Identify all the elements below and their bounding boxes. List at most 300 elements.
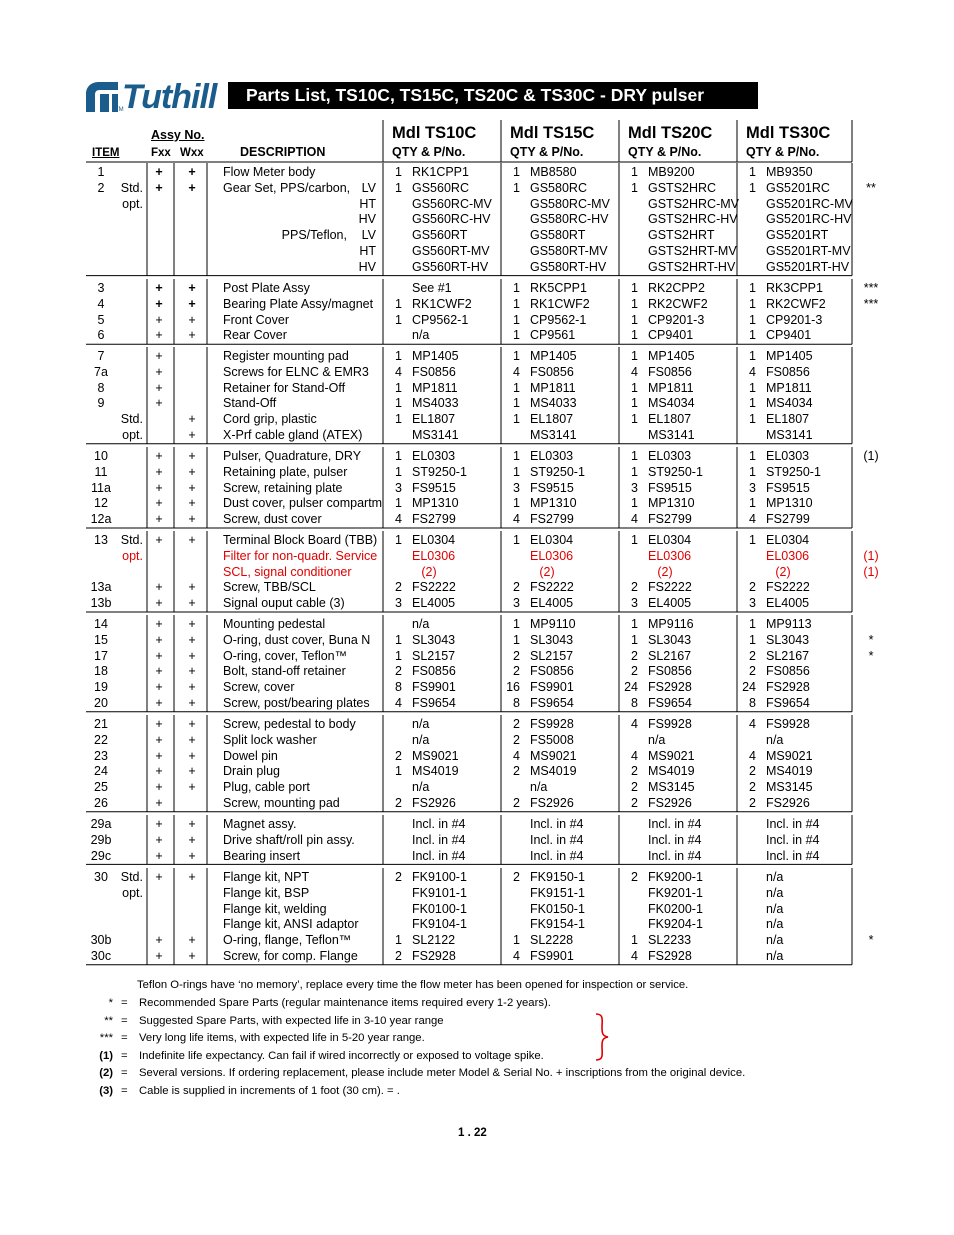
part-number: FS9901 bbox=[412, 680, 456, 695]
qty-value: 1 bbox=[513, 464, 520, 479]
fxx-mark: + bbox=[155, 748, 163, 763]
spare-class-mark: (1) bbox=[863, 548, 879, 563]
item-number: 13b bbox=[90, 596, 112, 611]
qty-value: 2 bbox=[631, 580, 638, 595]
qty-value: 2 bbox=[631, 796, 638, 810]
fxx-mark: + bbox=[155, 780, 163, 795]
part-description: Flange kit, NPT bbox=[223, 870, 310, 884]
fxx-mark: + bbox=[155, 512, 163, 527]
part-description: Flange kit, BSP bbox=[223, 885, 310, 900]
wxx-mark: + bbox=[188, 312, 196, 327]
part-number: RK2CWF2 bbox=[766, 296, 826, 311]
qty-value: 1 bbox=[631, 496, 638, 511]
qty-value: 1 bbox=[631, 180, 638, 195]
part-number: MP1310 bbox=[412, 496, 459, 511]
viscosity-code: HV bbox=[358, 212, 376, 227]
part-number: n/a bbox=[412, 732, 430, 747]
part-number: MB9350 bbox=[766, 165, 813, 179]
qty-value: 1 bbox=[749, 296, 756, 311]
footnote-equals: = bbox=[121, 1067, 128, 1079]
fxx-mark: + bbox=[155, 680, 163, 695]
part-number: Incl. in #4 bbox=[530, 848, 584, 863]
description-header: DESCRIPTION bbox=[240, 145, 326, 159]
fxx-mark: + bbox=[155, 380, 163, 395]
wxx-mark: + bbox=[188, 580, 196, 595]
assy-variant: Std. bbox=[120, 533, 143, 547]
qty-value: 2 bbox=[513, 580, 520, 595]
part-number: GS5201RT bbox=[766, 228, 829, 243]
part-number: n/a bbox=[412, 780, 430, 795]
qty-value: 4 bbox=[395, 512, 402, 527]
part-description: Screw, for comp. Flange bbox=[223, 949, 358, 963]
part-number: GS560RT bbox=[412, 228, 468, 243]
fxx-mark: + bbox=[155, 165, 163, 179]
part-number: MP1405 bbox=[530, 349, 577, 363]
wxx-mark: + bbox=[188, 596, 196, 611]
part-number: FS2222 bbox=[530, 580, 574, 595]
part-number: MB8580 bbox=[530, 165, 577, 179]
fxx-mark: + bbox=[155, 632, 163, 647]
assy-variant: Std. bbox=[120, 870, 143, 884]
part-number: ST9250-1 bbox=[766, 464, 821, 479]
qty-value: 4 bbox=[513, 949, 520, 963]
qty-value: 1 bbox=[631, 617, 638, 631]
part-number: FS2222 bbox=[412, 580, 456, 595]
qty-value: 1 bbox=[749, 464, 756, 479]
qty-value: 3 bbox=[749, 596, 756, 611]
qty-value: 1 bbox=[631, 632, 638, 647]
qty-header-ts10c: QTY & P/No. bbox=[392, 145, 466, 159]
part-description: O-ring, dust cover, Buna N bbox=[223, 632, 371, 647]
qty-value: 1 bbox=[631, 449, 638, 463]
part-description: Stand-Off bbox=[223, 396, 277, 411]
item-number: 2 bbox=[97, 180, 105, 195]
qty-value: 1 bbox=[395, 165, 402, 179]
part-number: FS9654 bbox=[648, 696, 692, 710]
assy-variant: Std. bbox=[120, 180, 143, 195]
part-number: FS2799 bbox=[412, 512, 456, 527]
item-number: 29a bbox=[90, 817, 112, 831]
part-number: MB9200 bbox=[648, 165, 695, 179]
wxx-mark: + bbox=[188, 328, 196, 343]
fxx-mark: + bbox=[155, 617, 163, 631]
part-number: FS0856 bbox=[412, 364, 456, 379]
part-number: Incl. in #4 bbox=[766, 848, 820, 863]
part-number: GS560RT-MV bbox=[412, 244, 490, 258]
part-number: MS3145 bbox=[648, 780, 695, 795]
assy-variant: opt. bbox=[122, 885, 143, 900]
qty-value: 2 bbox=[395, 870, 402, 884]
part-number: n/a bbox=[648, 732, 666, 747]
fxx-mark: + bbox=[155, 732, 163, 747]
part-number: GS560RC bbox=[412, 180, 469, 195]
part-number: GS5201RT-MV bbox=[766, 244, 851, 258]
qty-value: 4 bbox=[513, 364, 520, 379]
qty-value: 1 bbox=[395, 396, 402, 411]
fxx-mark: + bbox=[155, 817, 163, 831]
part-number: FS2799 bbox=[648, 512, 692, 527]
qty-value: 1 bbox=[749, 349, 756, 363]
qty-value: 1 bbox=[513, 632, 520, 647]
qty-value: 16 bbox=[506, 680, 520, 695]
wxx-mark: + bbox=[188, 848, 196, 863]
part-number: FS2926 bbox=[530, 796, 574, 810]
part-number: EL0303 bbox=[766, 449, 810, 463]
part-number: MP1310 bbox=[530, 496, 577, 511]
qty-value: 1 bbox=[631, 328, 638, 343]
qty-value: 3 bbox=[749, 480, 756, 495]
qty-value: 1 bbox=[749, 412, 756, 427]
part-number: Incl. in #4 bbox=[530, 817, 584, 831]
qty-value: 1 bbox=[749, 281, 756, 295]
spare-class-mark: *** bbox=[863, 296, 879, 311]
qty-value: 4 bbox=[631, 717, 638, 731]
part-number: FK9101-1 bbox=[412, 885, 467, 900]
fxx-mark: + bbox=[155, 480, 163, 495]
qty-value: 1 bbox=[631, 296, 638, 311]
part-number: EL0304 bbox=[530, 533, 574, 547]
part-number: n/a bbox=[766, 949, 784, 963]
part-number: RK2CPP2 bbox=[648, 281, 705, 295]
part-number: n/a bbox=[412, 328, 430, 343]
part-number: FS2926 bbox=[648, 796, 692, 810]
model-ts30c: Mdl TS30C bbox=[746, 124, 831, 142]
part-number: (2) bbox=[657, 564, 673, 579]
part-description: Terminal Block Board (TBB) bbox=[223, 533, 378, 547]
qty-value: 2 bbox=[395, 748, 402, 763]
wxx-mark: + bbox=[188, 296, 196, 311]
item-number: 13 bbox=[94, 533, 108, 547]
fxx-mark: + bbox=[155, 832, 163, 847]
fxx-header: Fxx bbox=[151, 147, 171, 159]
part-description: Gear Set, PPS/carbon, bbox=[223, 180, 351, 195]
qty-header-ts20c: QTY & P/No. bbox=[628, 145, 702, 159]
part-number: EL0304 bbox=[648, 533, 692, 547]
assy-no-header: Assy No. bbox=[151, 128, 205, 142]
brand-name: Tuthill bbox=[122, 78, 217, 116]
part-description: Filter for non-quadr. Service bbox=[223, 548, 378, 563]
qty-value: 1 bbox=[513, 180, 520, 195]
wxx-mark: + bbox=[188, 696, 196, 710]
wxx-mark: + bbox=[188, 732, 196, 747]
part-number: FS9654 bbox=[412, 696, 456, 710]
fxx-mark: + bbox=[155, 364, 163, 379]
wxx-mark: + bbox=[188, 480, 196, 495]
qty-value: 1 bbox=[395, 632, 402, 647]
viscosity-code: HT bbox=[359, 244, 376, 258]
part-number: MS4019 bbox=[530, 764, 577, 779]
qty-value: 3 bbox=[395, 480, 402, 495]
item-number: 17 bbox=[94, 648, 108, 663]
part-number: MS4034 bbox=[648, 396, 695, 411]
qty-value: 2 bbox=[513, 664, 520, 679]
model-ts20c: Mdl TS20C bbox=[628, 124, 713, 142]
part-number: GS5201RC-MV bbox=[766, 196, 853, 211]
part-number: FS9928 bbox=[648, 717, 692, 731]
spare-class-mark: * bbox=[868, 933, 874, 948]
qty-value: 2 bbox=[513, 796, 520, 810]
part-number: GSTS2HRC-HV bbox=[648, 212, 738, 227]
item-number: 1 bbox=[97, 165, 105, 179]
footnote-symbol: (1) bbox=[99, 1049, 113, 1062]
qty-value: 4 bbox=[513, 512, 520, 527]
part-number: FS2799 bbox=[766, 512, 810, 527]
wxx-mark: + bbox=[188, 680, 196, 695]
page-number: 1 . 22 bbox=[458, 1127, 487, 1139]
wxx-mark: + bbox=[188, 464, 196, 479]
part-number: FS9901 bbox=[530, 949, 574, 963]
item-number: 15 bbox=[94, 632, 108, 647]
part-description: Screws for ELNC & EMR3 bbox=[223, 364, 369, 379]
footnote-text: Very long life items, with expected life in 5-20 year range. bbox=[139, 1032, 425, 1044]
item-number: 18 bbox=[94, 664, 108, 679]
fxx-mark: + bbox=[155, 281, 163, 295]
wxx-mark: + bbox=[188, 496, 196, 511]
part-number: n/a bbox=[766, 885, 784, 900]
part-number: Incl. in #4 bbox=[648, 832, 702, 847]
qty-value: 1 bbox=[513, 449, 520, 463]
qty-value: 1 bbox=[395, 764, 402, 779]
part-description: Screw, TBB/SCL bbox=[223, 580, 316, 595]
part-number: CP9401 bbox=[766, 328, 812, 343]
part-description: Dowel pin bbox=[223, 748, 278, 763]
part-description: Retaining plate, pulser bbox=[223, 464, 348, 479]
item-number: 29b bbox=[90, 832, 112, 847]
qty-value: 1 bbox=[749, 617, 756, 631]
qty-value: 1 bbox=[513, 165, 520, 179]
part-number: CP9201-3 bbox=[648, 312, 705, 327]
qty-value: 1 bbox=[395, 533, 402, 547]
part-number: CP9401 bbox=[648, 328, 694, 343]
part-description: Pulser, Quadrature, DRY bbox=[223, 449, 362, 463]
item-number: 25 bbox=[94, 780, 108, 795]
part-number: FS2928 bbox=[412, 949, 456, 963]
qty-value: 1 bbox=[631, 412, 638, 427]
fxx-mark: + bbox=[155, 496, 163, 511]
part-number: MS9021 bbox=[766, 748, 813, 763]
part-number: FS9928 bbox=[766, 717, 810, 731]
qty-value: 1 bbox=[749, 396, 756, 411]
qty-value: 4 bbox=[395, 364, 402, 379]
item-number: 10 bbox=[94, 449, 108, 463]
part-number: MS4033 bbox=[412, 396, 459, 411]
part-number: FS0856 bbox=[648, 664, 692, 679]
item-number: 30 bbox=[94, 870, 108, 884]
qty-value: 8 bbox=[631, 696, 638, 710]
part-number: EL1807 bbox=[412, 412, 456, 427]
part-description: Register mounting pad bbox=[223, 349, 349, 363]
part-number: RK1CPP1 bbox=[412, 165, 469, 179]
part-number: FS2926 bbox=[412, 796, 456, 810]
part-number: EL4005 bbox=[530, 596, 574, 611]
qty-value: 2 bbox=[631, 764, 638, 779]
part-number: (2) bbox=[775, 564, 791, 579]
wxx-mark: + bbox=[188, 281, 196, 295]
viscosity-code: HT bbox=[359, 196, 376, 211]
wxx-mark: + bbox=[188, 764, 196, 779]
qty-value: 2 bbox=[631, 664, 638, 679]
qty-value: 1 bbox=[513, 617, 520, 631]
part-number: MS3145 bbox=[766, 780, 813, 795]
item-number: 4 bbox=[97, 296, 105, 311]
part-number: MP1405 bbox=[412, 349, 459, 363]
part-description: Cord grip, plastic bbox=[223, 412, 317, 427]
footnote-text: Teflon O-rings have ‘no memory’, replace every time the flow meter has been opened for inspection or service. bbox=[137, 979, 689, 991]
fxx-mark: + bbox=[155, 717, 163, 731]
viscosity-code: LV bbox=[361, 180, 376, 195]
qty-value: 3 bbox=[513, 480, 520, 495]
part-number: GS5201RT-HV bbox=[766, 259, 850, 274]
item-number: 7 bbox=[97, 349, 105, 363]
part-number: EL4005 bbox=[412, 596, 456, 611]
item-number: 5 bbox=[97, 312, 105, 327]
part-number: MP1811 bbox=[412, 380, 458, 395]
viscosity-code: LV bbox=[361, 228, 376, 243]
part-number: MS3141 bbox=[412, 428, 459, 442]
footnote-symbol: (2) bbox=[99, 1067, 113, 1079]
part-number: MP1811 bbox=[530, 380, 576, 395]
qty-value: 1 bbox=[631, 533, 638, 547]
part-description: Signal ouput cable (3) bbox=[223, 596, 345, 611]
part-description: Flow Meter body bbox=[223, 165, 316, 179]
qty-value: 4 bbox=[631, 748, 638, 763]
wxx-mark: + bbox=[188, 165, 196, 179]
part-number: ST9250-1 bbox=[530, 464, 585, 479]
footnote-equals: = bbox=[121, 1049, 128, 1062]
part-description: Flange kit, ANSI adaptor bbox=[223, 917, 359, 932]
part-number: FS9515 bbox=[530, 480, 574, 495]
part-number: FK9151-1 bbox=[530, 885, 585, 900]
wxx-mark: + bbox=[188, 617, 196, 631]
part-number: GS580RT-HV bbox=[530, 259, 607, 274]
part-number: EL1807 bbox=[648, 412, 692, 427]
part-number: ST9250-1 bbox=[648, 464, 703, 479]
part-description: Plug, cable port bbox=[223, 780, 310, 795]
part-number: MP9110 bbox=[530, 617, 576, 631]
footnote-symbol: *** bbox=[99, 1032, 113, 1044]
part-number: FS2222 bbox=[766, 580, 810, 595]
qty-value: 2 bbox=[395, 796, 402, 810]
qty-value: 8 bbox=[749, 696, 756, 710]
part-number: EL1807 bbox=[530, 412, 574, 427]
qty-value: 2 bbox=[631, 648, 638, 663]
part-description: Flange kit, welding bbox=[223, 901, 327, 916]
wxx-mark: + bbox=[188, 632, 196, 647]
qty-value: 1 bbox=[513, 412, 520, 427]
qty-value: 1 bbox=[513, 349, 520, 363]
qty-value: 4 bbox=[631, 364, 638, 379]
part-number: n/a bbox=[766, 901, 784, 916]
footnote-text: Indefinite life expectancy. Can fail if wired incorrectly or exposed to voltage spike. bbox=[139, 1049, 544, 1062]
part-number: EL0303 bbox=[530, 449, 574, 463]
trademark-mark: TM bbox=[115, 107, 124, 113]
item-number: 30c bbox=[90, 949, 112, 963]
part-description: O-ring, cover, Teflon™ bbox=[223, 648, 348, 663]
part-description: Bolt, stand-off retainer bbox=[223, 664, 346, 679]
part-number: Incl. in #4 bbox=[766, 817, 820, 831]
part-number: GSTS2HRT-MV bbox=[648, 244, 737, 258]
part-description: Drain plug bbox=[223, 764, 280, 779]
part-number: CP9562-1 bbox=[530, 312, 587, 327]
wxx-mark: + bbox=[188, 412, 196, 427]
fxx-mark: + bbox=[155, 596, 163, 611]
wxx-mark: + bbox=[188, 717, 196, 731]
part-description: Screw, pedestal to body bbox=[223, 717, 356, 731]
part-number: FS0856 bbox=[766, 664, 810, 679]
wxx-mark: + bbox=[188, 533, 196, 547]
footnote-text: Cable is supplied in increments of 1 foot (30 cm). = . bbox=[139, 1084, 400, 1097]
qty-value: 3 bbox=[631, 596, 638, 611]
part-description: Post Plate Assy bbox=[223, 281, 310, 295]
item-number: 11a bbox=[91, 480, 111, 495]
spare-class-mark: ** bbox=[866, 180, 876, 195]
qty-value: 1 bbox=[749, 165, 756, 179]
item-number: 3 bbox=[97, 281, 105, 295]
part-number: CP9561 bbox=[530, 328, 576, 343]
qty-header-ts15c: QTY & P/No. bbox=[510, 145, 584, 159]
part-number: MS4033 bbox=[530, 396, 577, 411]
item-number: 7a bbox=[94, 364, 108, 379]
part-number: SL3043 bbox=[530, 632, 574, 647]
part-number: FS9654 bbox=[766, 696, 810, 710]
qty-value: 1 bbox=[513, 396, 520, 411]
fxx-mark: + bbox=[155, 312, 163, 327]
footnote-text: Suggested Spare Parts, with expected life in 3-10 year range bbox=[139, 1014, 444, 1027]
part-number: MS3141 bbox=[766, 428, 813, 442]
part-number: GS580RC bbox=[530, 180, 587, 195]
qty-value: 1 bbox=[395, 412, 402, 427]
part-number: SL2157 bbox=[412, 648, 456, 663]
wxx-mark: + bbox=[188, 949, 196, 963]
part-description: Screw, post/bearing plates bbox=[223, 696, 370, 710]
qty-value: 2 bbox=[513, 870, 520, 884]
qty-value: 2 bbox=[513, 764, 520, 779]
part-description: Bearing Plate Assy/magnet bbox=[223, 296, 374, 311]
part-number: SL2157 bbox=[530, 648, 574, 663]
fxx-mark: + bbox=[155, 349, 163, 363]
part-number: GS560RT-HV bbox=[412, 259, 489, 274]
part-number: FS9515 bbox=[648, 480, 692, 495]
part-number: RK2CWF2 bbox=[648, 296, 708, 311]
part-number: SL3043 bbox=[766, 632, 810, 647]
part-description: Split lock washer bbox=[223, 732, 317, 747]
part-number: MS4034 bbox=[766, 396, 813, 411]
item-number: 14 bbox=[94, 617, 108, 631]
part-number: MS9021 bbox=[412, 748, 459, 763]
part-number: FK9100-1 bbox=[412, 870, 467, 884]
part-description: Screw, dust cover bbox=[223, 512, 322, 527]
qty-value: 1 bbox=[395, 648, 402, 663]
qty-value: 1 bbox=[749, 533, 756, 547]
part-number: GS580RC-MV bbox=[530, 196, 610, 211]
item-number: 6 bbox=[97, 328, 105, 343]
fxx-mark: + bbox=[155, 848, 163, 863]
part-number: FS9515 bbox=[766, 480, 810, 495]
footnote-symbol: (3) bbox=[99, 1084, 113, 1097]
qty-value: 1 bbox=[395, 496, 402, 511]
part-number: FS9928 bbox=[530, 717, 574, 731]
item-number: 20 bbox=[94, 696, 108, 710]
qty-value: 1 bbox=[631, 380, 638, 395]
part-number: GSTS2HRC-MV bbox=[648, 196, 739, 211]
part-number: EL0306 bbox=[648, 548, 692, 563]
qty-value: 1 bbox=[395, 933, 402, 948]
part-number: EL0306 bbox=[530, 548, 574, 563]
part-number: RK1CWF2 bbox=[530, 296, 590, 311]
page-title: Parts List, TS10C, TS15C, TS20C & TS30C - DRY pulser bbox=[228, 82, 758, 109]
part-number: MS4019 bbox=[766, 764, 813, 779]
part-number: GS5201RC-HV bbox=[766, 212, 852, 227]
